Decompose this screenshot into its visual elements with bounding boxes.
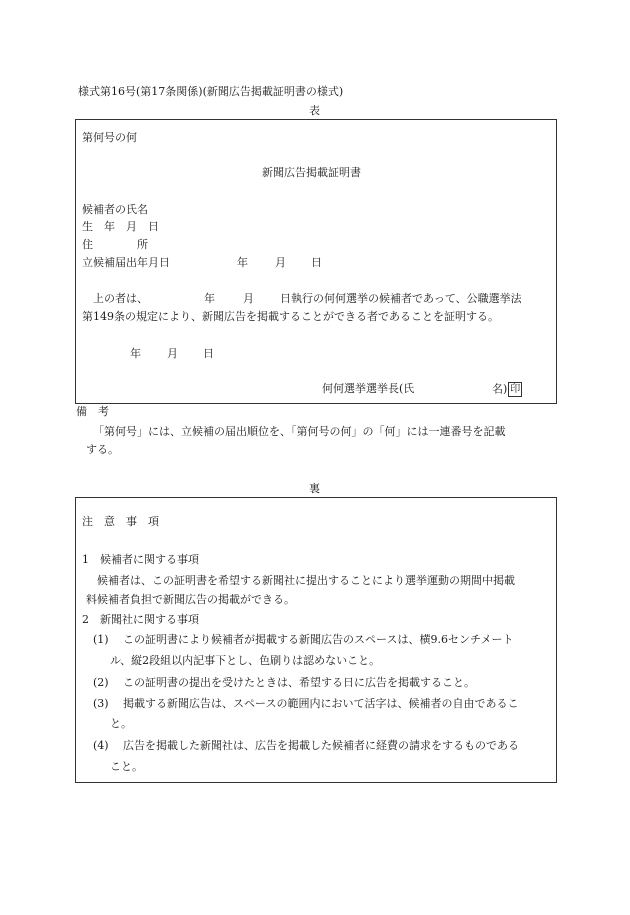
signatory-line bbox=[492, 382, 522, 397]
form-title: 様式第16号(第17条関係)(新聞広告掲載証明書の様式) bbox=[78, 85, 344, 98]
remarks-line2: する。 bbox=[86, 443, 119, 456]
back-label: 裏 bbox=[309, 482, 320, 495]
remarks-line1: 「第何号」には、立候補の届出順位を、「第何号の何」の「何」には一連番号を記載 bbox=[93, 425, 506, 438]
item-1-line1: この証明書により候補者が掲載する新聞広告のスペースは、横9.6センチメート bbox=[123, 633, 514, 646]
section1-line1: 候補者は、この証明書を希望する新聞社に提出することにより選挙運動の期間中掲載 bbox=[97, 574, 515, 587]
birth-date-label: 生 年 月 日 bbox=[82, 220, 159, 233]
body-text-start: 上の者は、 bbox=[93, 292, 148, 305]
remarks-label: 備 考 bbox=[76, 405, 109, 418]
certificate-title: 新聞広告掲載証明書 bbox=[262, 166, 361, 179]
address-label: 住 所 bbox=[82, 238, 148, 251]
signatory-suffix: 名) bbox=[492, 382, 508, 396]
filing-month-unit: 月 bbox=[275, 256, 286, 269]
front-label: 表 bbox=[309, 104, 320, 117]
section1-title: 1 候補者に関する事項 bbox=[82, 553, 199, 566]
issue-month-unit: 月 bbox=[167, 347, 178, 360]
item-1-line2: ル、縦2段組以内記事下とし、色刷りは認めないこと。 bbox=[110, 654, 381, 667]
body-text-line2: 第149条の規定により、新聞広告を掲載することができる者であることを証明する。 bbox=[82, 310, 499, 323]
item-4-number: (4) bbox=[93, 739, 109, 752]
candidate-name-label: 候補者の氏名 bbox=[82, 203, 148, 216]
item-1-number: (1) bbox=[93, 633, 109, 646]
item-3-line2: と。 bbox=[110, 717, 132, 730]
issue-day-unit: 日 bbox=[203, 347, 214, 360]
seal-mark: 印 bbox=[510, 384, 521, 395]
certificate-number: 第何号の何 bbox=[82, 131, 137, 144]
item-3-line1: 掲載する新聞広告は、スペースの範囲内において活字は、候補者の自由であるこ bbox=[123, 697, 519, 710]
notes-heading: 注 意 事 項 bbox=[82, 515, 159, 528]
filing-date-label: 立候補届出年月日 bbox=[82, 256, 170, 269]
section2-title: 2 新聞社に関する事項 bbox=[82, 613, 199, 626]
section1-line2: 料候補者負担で新聞広告の掲載ができる。 bbox=[86, 593, 295, 606]
item-2-line1: この証明書の提出を受けたときは、希望する日に広告を掲載すること。 bbox=[123, 676, 475, 689]
item-4-line1: 広告を掲載した新聞社は、広告を掲載した候補者に経費の請求をするものである bbox=[123, 739, 519, 752]
filing-day-unit: 日 bbox=[311, 256, 322, 269]
body-text-end: 日執行の何何選挙の候補者であって、公職選挙法 bbox=[280, 292, 522, 305]
item-3-number: (3) bbox=[93, 697, 109, 710]
signatory-prefix: 何何選挙選挙長(氏 bbox=[322, 382, 415, 395]
issue-year-unit: 年 bbox=[130, 347, 141, 360]
item-4-line2: こと。 bbox=[110, 760, 143, 773]
item-2-number: (2) bbox=[93, 676, 109, 689]
body-year-unit: 年 bbox=[204, 292, 215, 305]
filing-year-unit: 年 bbox=[237, 256, 248, 269]
body-month-unit: 月 bbox=[243, 292, 254, 305]
